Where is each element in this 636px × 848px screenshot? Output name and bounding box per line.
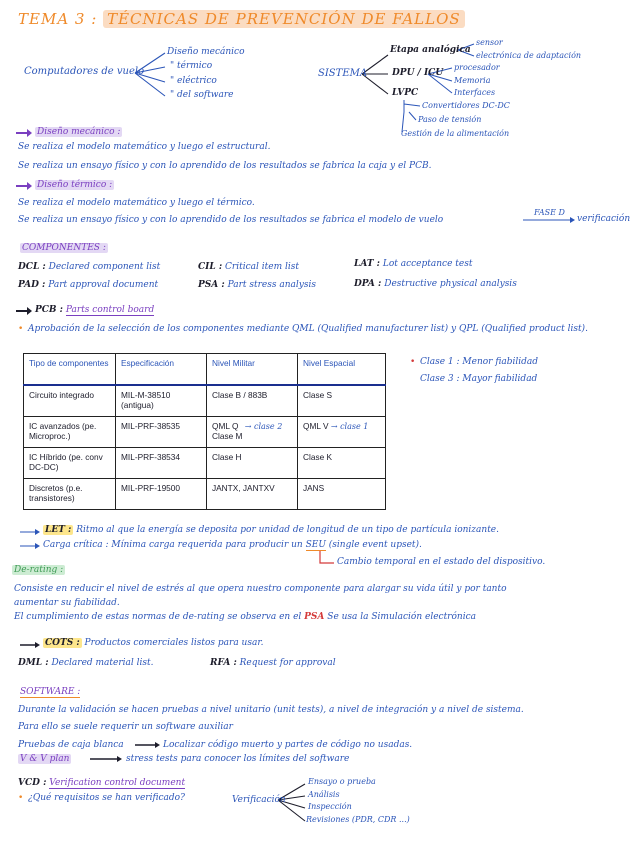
table-cell: JANS — [298, 479, 386, 510]
diseno-mecanico-heading: Diseño mecánico : — [37, 127, 121, 137]
table-row — [24, 448, 386, 479]
derating-line: El cumplimiento de estas normas de de-rating se observa en el PSA Se usa la Simulación electrónica — [14, 612, 476, 622]
table-cell: MIL-PRF-38535 — [116, 417, 207, 448]
derating-line: Consiste en reducir el nivel de estrés al que opera nuestro componente para alargar su vida útil y por tanto — [14, 584, 507, 594]
note-clase-1: → clase 1 — [330, 422, 369, 431]
etapa-item: sensor — [476, 38, 503, 47]
table-header-cell: Especificación — [116, 354, 207, 386]
table-cell: Discretos (p.e. transistores) — [24, 479, 116, 510]
page-title — [18, 10, 465, 28]
def-dml: DML : Declared material list. — [18, 658, 154, 668]
cots-def: COTS : Productos comerciales listos para usar. — [45, 638, 264, 648]
aprobacion-text: Aprobación de la selección de los componentes mediante QML (Qualified manufacturer list) y QPL (Qualified product list). — [28, 324, 588, 334]
def-lat: LAT : Lot acceptance test — [354, 259, 473, 269]
sistema-dpu: DPU / ICU — [392, 68, 444, 78]
dpu-item: Interfaces — [454, 88, 496, 97]
vv-plan: V & V plan — [20, 754, 70, 764]
verif-item: Revisiones (PDR, CDR ...) — [306, 815, 410, 824]
let-def: LET : Ritmo al que la energía se deposita por unidad de longitud de un tipo de partícula ionizante. — [45, 525, 499, 535]
components-table — [23, 353, 386, 510]
derating-heading: De-rating : — [14, 565, 64, 575]
software-line: Para ello se suele requerir un software auxiliar — [18, 722, 233, 732]
def-pad: PAD : Part approval document — [18, 280, 159, 290]
software-heading: SOFTWARE : — [20, 687, 81, 697]
sistema-label: SISTEMA — [318, 68, 368, 79]
software-line: Localizar código muerto y partes de código no usadas. — [163, 740, 413, 750]
sistema-etapa: Etapa analógica — [390, 45, 471, 55]
vcd-def: VCD : Verification control document — [18, 778, 186, 788]
table-cell: Clase S — [298, 385, 386, 417]
table-row — [24, 385, 386, 417]
table-cell: Clase B / 883B — [207, 385, 298, 417]
diseno-mecanico-line: Se realiza un ensayo físico y con lo aprendido de los resultados se fabrica la caja y el PCB. — [18, 161, 432, 171]
bullet-dot: • — [18, 793, 24, 803]
table-cell: MIL-M-38510 (antigua) — [116, 385, 207, 417]
bullet-dot: • — [18, 324, 24, 334]
table-cell: Clase K — [298, 448, 386, 479]
table-header-cell: Nivel Espacial — [298, 354, 386, 386]
def-rfa: RFA : Request for approval — [210, 658, 336, 668]
verif-item: Análisis — [308, 790, 340, 799]
carga-critica: Carga crítica : Mínima carga requerida para producir un SEU (single event upset). — [43, 540, 422, 550]
table-cell: Clase H — [207, 448, 298, 479]
def-dpa: DPA : Destructive physical analysis — [354, 279, 517, 289]
software-line: Durante la validación se hacen pruebas a nivel unitario (unit tests), a nivel de integración y a nivel de sistema. — [18, 705, 524, 715]
table-row — [24, 479, 386, 510]
table-cell: MIL-PRF-38534 — [116, 448, 207, 479]
dpu-item: procesador — [454, 63, 500, 72]
lvpc-item: Convertidores DC-DC — [422, 101, 510, 110]
table-cell: JANTX, JANTXV — [207, 479, 298, 510]
derating-line: aumentar su fiabilidad. — [14, 598, 120, 608]
cambio-temporal: Cambio temporal en el estado del dispositivo. — [337, 557, 546, 567]
def-dcl: DCL : Declared component list — [18, 262, 161, 272]
computadores-item: " del software — [170, 90, 234, 100]
red-bullet: • — [410, 357, 416, 367]
table-cell: IC avanzados (pe. Microproc.) — [24, 417, 116, 448]
software-line: Pruebas de caja blanca — [18, 740, 124, 750]
computadores-item: " eléctrico — [170, 76, 217, 86]
table-cell: QML Q Clase M → clase 2 — [207, 417, 298, 448]
def-pcb: PCB : Parts control board — [35, 305, 155, 315]
diseno-termico-heading: Diseño térmico : — [37, 180, 113, 190]
title-prefix: TEMA 3 : — [18, 10, 98, 28]
question-text: ¿Qué requisitos se han verificado? — [28, 793, 185, 803]
verif-item: Ensayo o prueba — [308, 777, 376, 786]
table-cell: MIL-PRF-19500 — [116, 479, 207, 510]
table-cell: Circuito integrado — [24, 385, 116, 417]
clase-line: Clase 1 : Menor fiabilidad — [420, 357, 538, 367]
lvpc-item: Gestión de la alimentación — [401, 129, 510, 138]
def-cil: CIL : Critical item list — [198, 262, 299, 272]
verif-item: Inspección — [308, 802, 352, 811]
diseno-mecanico-line: Se realiza el modelo matemático y luego el estructural. — [18, 142, 271, 152]
dpu-item: Memoria — [454, 76, 491, 85]
lvpc-item: Paso de tensión — [418, 115, 482, 124]
diseno-termico-line: Se realiza un ensayo físico y con lo aprendido de los resultados se fabrica el modelo de vuelo — [18, 215, 444, 225]
title-main: TÉCNICAS DE PREVENCIÓN DE FALLOS — [103, 10, 465, 28]
table-header-cell: Nivel Militar — [207, 354, 298, 386]
def-psa: PSA : Part stress analysis — [198, 280, 316, 290]
sistema-lvpc: LVPC — [392, 88, 419, 98]
computadores-item: Diseño mecánico — [167, 47, 245, 57]
fase-d-label: FASE D — [534, 208, 565, 217]
table-row — [24, 417, 386, 448]
table-header-cell: Tipo de componentes — [24, 354, 116, 386]
clase-line: Clase 3 : Mayor fiabilidad — [420, 374, 538, 384]
table-cell: IC Híbrido (pe. conv DC-DC) — [24, 448, 116, 479]
table-header-row — [24, 354, 386, 386]
verificacion-target: verificación — [577, 214, 631, 224]
diseno-termico-line: Se realiza el modelo matemático y luego el térmico. — [18, 198, 255, 208]
verificacion-label: Verificación — [232, 795, 286, 805]
table-cell: QML V → clase 1 — [298, 417, 386, 448]
computadores-item: " térmico — [170, 61, 213, 71]
etapa-item: electrónica de adaptación — [476, 51, 582, 60]
computadores-label: Computadores de vuelo — [24, 66, 145, 77]
software-line: stress tests para conocer los límites del software — [126, 754, 350, 764]
note-clase-2: → clase 2 — [244, 422, 283, 431]
componentes-heading: COMPONENTES : — [22, 243, 106, 253]
